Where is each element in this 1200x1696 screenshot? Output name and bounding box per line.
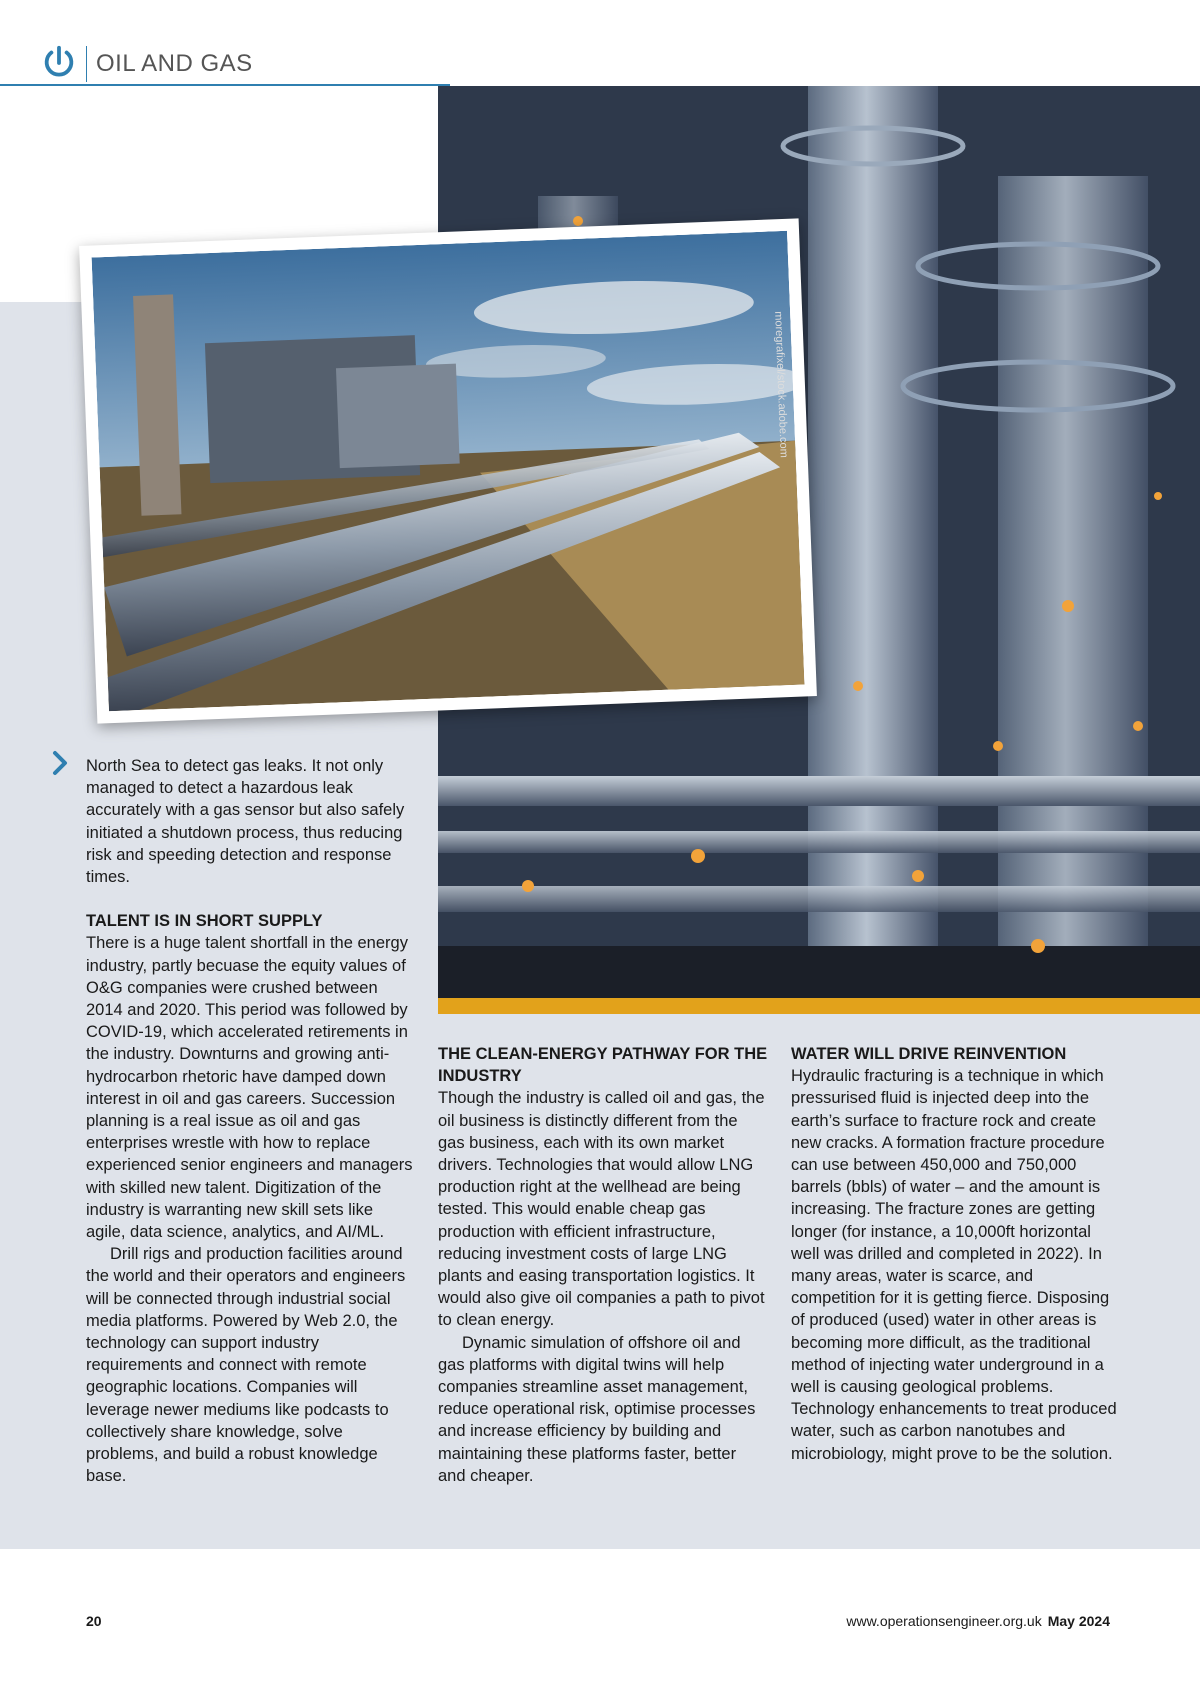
power-icon [40, 44, 78, 82]
water-heading: WATER WILL DRIVE REINVENTION [791, 1045, 1067, 1063]
talent-paragraph-1: There is a huge talent shortfall in the energy industry, partly becuase the equity values of O&G companies were crushed between 2014 and 2020. This period was followed by COVID-19, which accelerated retirements in the industry. Downturns and growing anti-hydrocarbon rhetoric have damped down interest in oil and gas careers. Succession planning is a real issue as oil and gas enterprises wrestle with how to replace experienced senior engineers and managers with skilled new talent. Digitization of the industry is warranting new skill sets like agile, data science, analytics, and AI/ML. [86, 934, 413, 1242]
talent-paragraph-2: Drill rigs and production facilities around the world and their operators and engineers will be connected through industrial social media platforms. Powered by Web 2.0, the technology can support industry requirements and connect with remote geographic locations. Companies will leverage newer mediums like podcasts to collectively share knowledge, solve problems, and build a robust knowledge base. [86, 1245, 406, 1486]
article-column-1 [86, 755, 416, 1488]
pipeline-illustration [92, 231, 805, 711]
section-title: OIL AND GAS [96, 50, 253, 77]
talent-heading: TALENT IS IN SHORT SUPPLY [86, 912, 323, 931]
water-paragraph: Hydraulic fracturing is a technique in which pressurised fluid is injected deep into the earth’s surface to fracture rock and create new cracks. A formation fracture procedure can use between 450,000 and 750,000 barrels (bbls) of water – and the amount is increasing. The fracture zones are getting longer (for instance, a 10,000ft horizontal well was drilled and completed in 2022). In many areas, water is scarce, and competition for it is getting fierce. Disposing of produced (used) water in other areas is becoming more difficult, as the traditional method of injecting water underground in a well is causing geological problems. Technology enhancements to treat produced water, such as carbon nanotubes and microbiology, might prove to be the solution. [791, 1067, 1117, 1463]
page-number: 20 [86, 1613, 102, 1629]
pipeline-photo [79, 218, 817, 723]
intro-paragraph: North Sea to detect gas leaks. It not only managed to detect a hazardous leak accurately with a gas sensor but also safely initiated a shutdown process, thus reducing risk and speeding detection and response times. [86, 757, 405, 887]
clean-energy-heading: THE CLEAN-ENERGY PATHWAY FOR THE INDUSTRY [438, 1045, 768, 1086]
website-link[interactable]: www.operationsengineer.org.uk [846, 1613, 1042, 1629]
clean-energy-paragraph-1: Though the industry is called oil and gas, the oil business is distinctly different from the gas business, each with its own market drivers. Technologies that would allow LNG production right at the wellhead are being tested. This would enable cheap gas production with efficient infrastructure, reducing investment costs of large LNG plants and easing transportation logistics. It would also give oil companies a path to pivot to clean energy. [438, 1089, 765, 1330]
footer-info [846, 1613, 1110, 1629]
chevron-right-icon [52, 750, 68, 776]
article-column-2 [438, 1043, 768, 1487]
pipeline-photo-image [92, 231, 805, 711]
photo-credit: moregrafixel/stock.adobe.com [772, 310, 790, 459]
issue-date: May 2024 [1047, 1613, 1110, 1629]
hero-accent-strip [438, 998, 1200, 1014]
header-rule [0, 84, 450, 86]
clean-energy-paragraph-2: Dynamic simulation of offshore oil and gas platforms with digital twins will help companies streamline asset management, reduce operational risk, optimise processes and increase efficiency by building and maintaining these platforms faster, better and cheaper. [438, 1333, 756, 1485]
page-header [0, 40, 1200, 88]
header-divider [86, 46, 87, 82]
article-column-3 [791, 1043, 1121, 1465]
